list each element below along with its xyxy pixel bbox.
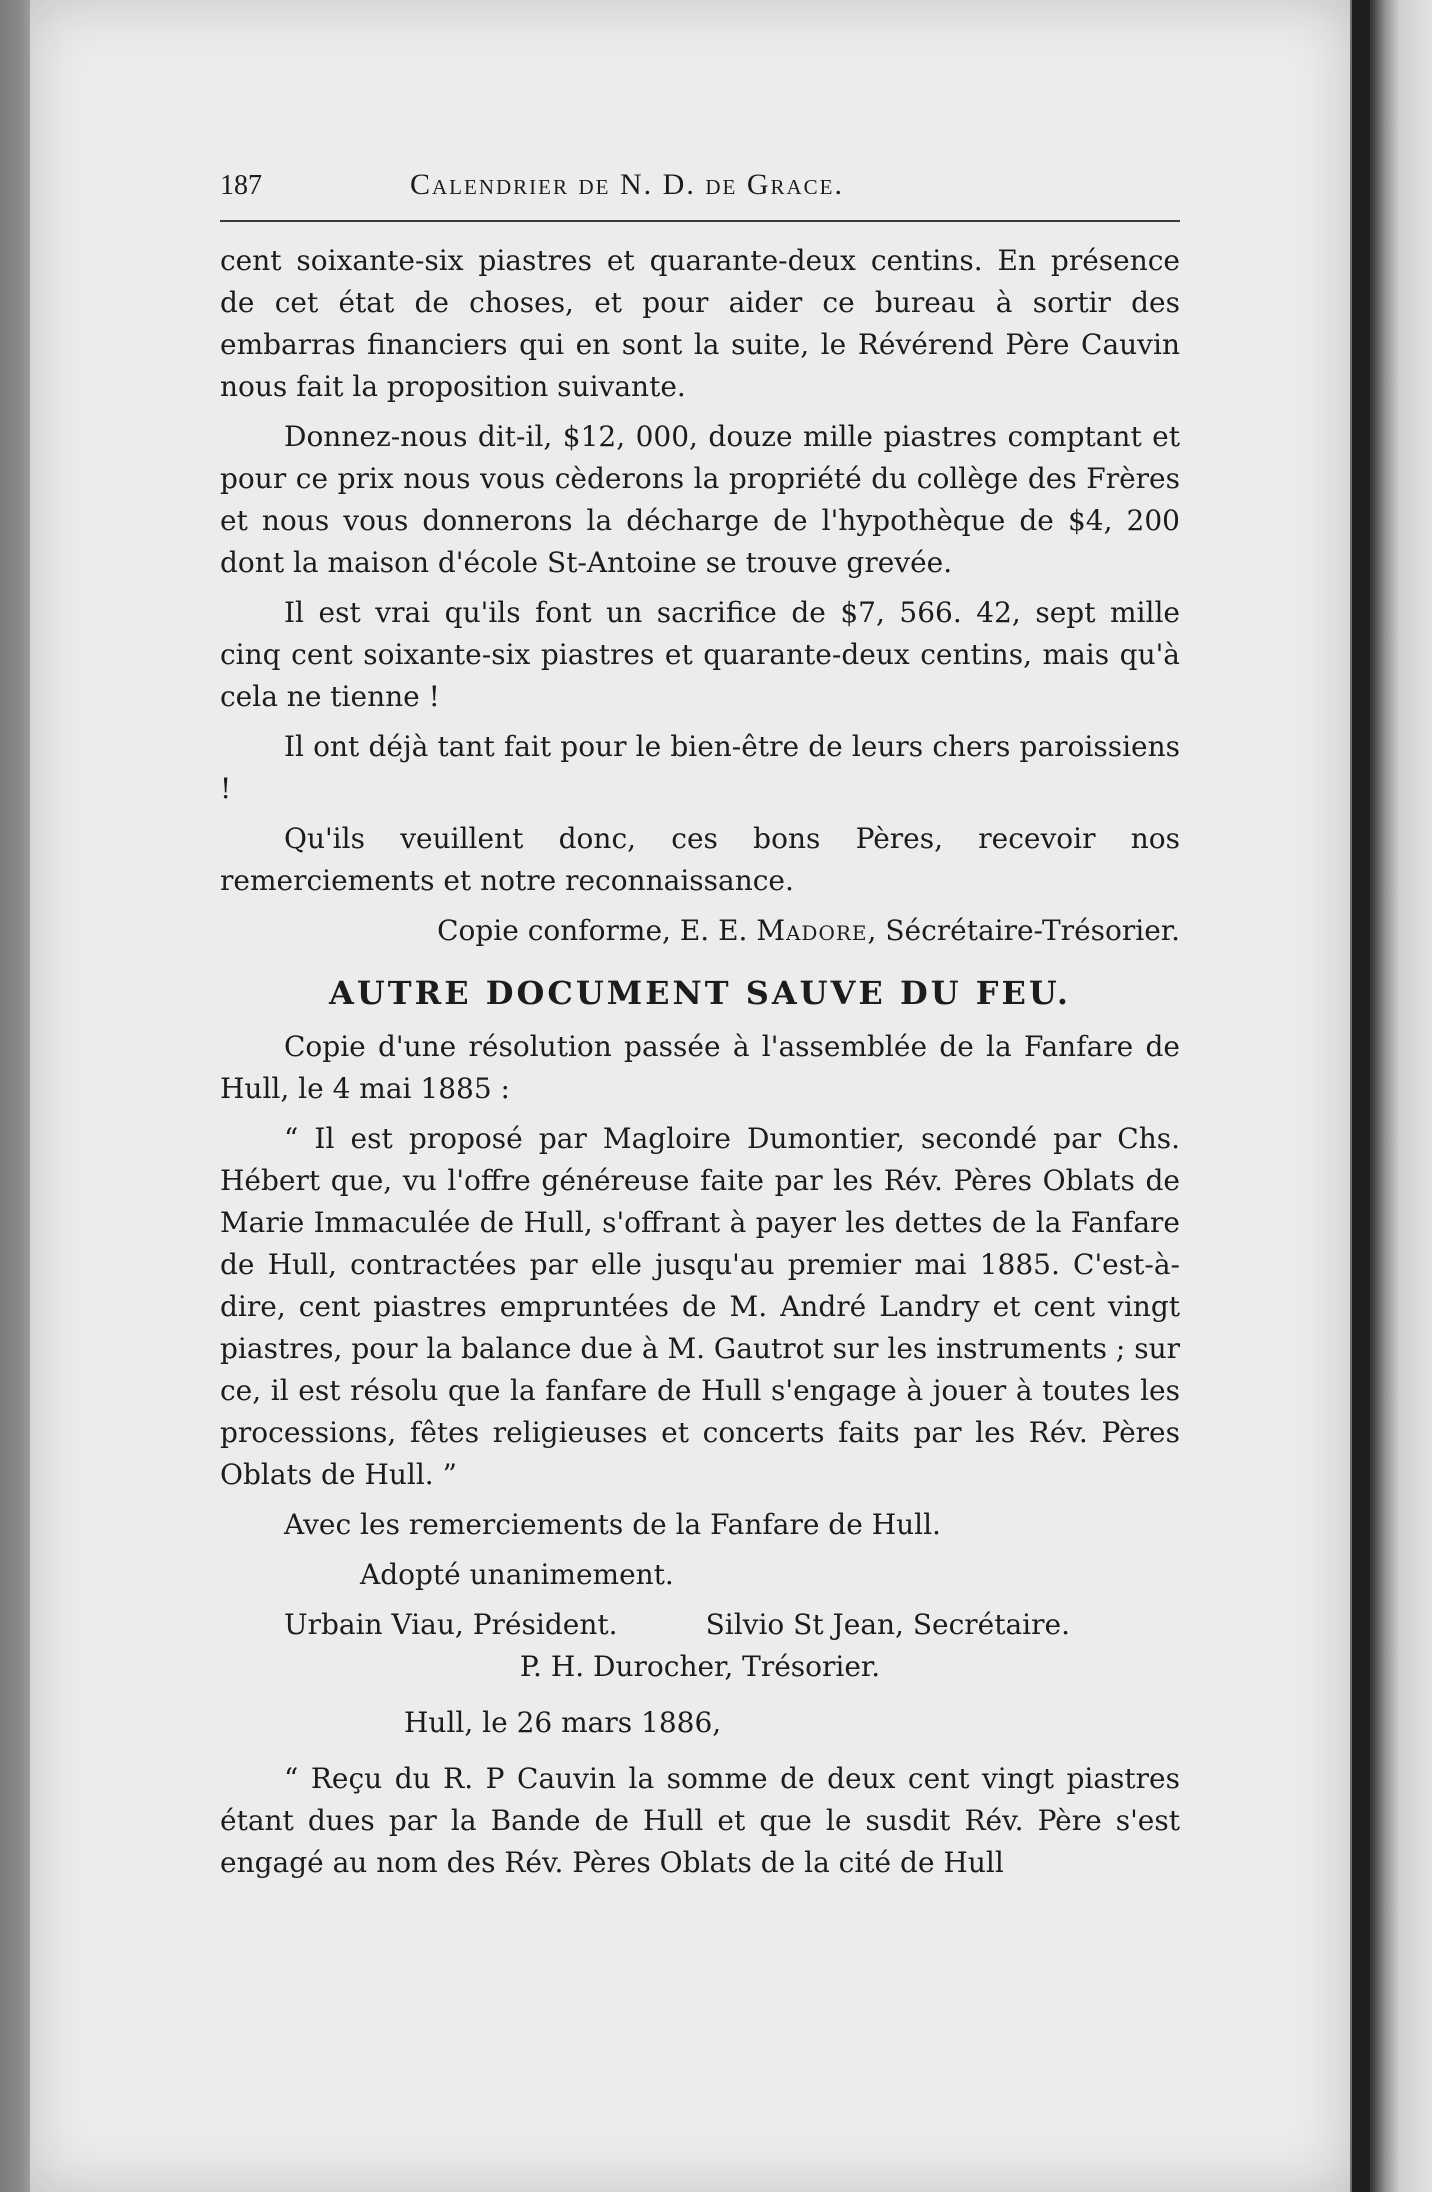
signature-president: Urbain Viau, Président.: [284, 1608, 618, 1641]
page-content: [220, 168, 1180, 1884]
body-text: [220, 240, 1180, 1884]
paragraph: Il est vrai qu'ils font un sacrifice de $7, 566. 42, sept mille cinq cent soixante-six piastres et quarante-deux centins, mais qu'à cela ne tienne !: [220, 596, 1180, 713]
running-header: [220, 168, 1180, 222]
page-number: 187: [220, 170, 262, 201]
signature-treasurer: P. H. Durocher, Trésorier.: [519, 1650, 881, 1683]
paragraph: Avec les remerciements de la Fanfare de Hull.: [284, 1508, 941, 1541]
paragraph: Donnez-nous dit-il, $12, 000, douze mille piastres comptant et pour ce prix nous vous cèderons la propriété du collège des Frères et nous vous donnerons la décharge de l'hypothèque de $4, 200 dont la maison d'école St-Antoine se trouve grevée.: [220, 420, 1180, 579]
certification-name: Madore: [756, 914, 868, 947]
paragraph: Il ont déjà tant fait pour le bien-être de leurs chers paroissiens !: [220, 730, 1180, 805]
paragraph: Copie d'une résolution passée à l'assemblée de la Fanfare de Hull, le 4 mai 1885 :: [220, 1030, 1180, 1105]
dateline: Hull, le 26 mars 1886,: [404, 1706, 722, 1739]
running-title: Calendrier de N. D. de Grace.: [410, 168, 844, 201]
paragraph: Qu'ils veuillent donc, ces bons Pères, recevoir nos remerciements et notre reconnaissance.: [220, 822, 1180, 897]
book-page: [30, 0, 1350, 2192]
signature-secretary: Silvio St Jean, Secrétaire.: [705, 1608, 1070, 1641]
receipt-text: “ Reçu du R. P Cauvin la somme de deux cent vingt piastres étant dues par la Bande de Hull et que le susdit Rév. Père s'est engagé au nom des Rév. Pères Oblats de la cité de Hull: [220, 1762, 1180, 1879]
certification-prefix: Copie conforme, E. E.: [437, 914, 748, 947]
signature-row: [220, 1604, 1180, 1646]
adopted-line: Adopté unanimement.: [360, 1558, 674, 1591]
resolution-quote: “ Il est proposé par Magloire Dumontier, secondé par Chs. Hébert que, vu l'offre généreuse faite par les Rév. Pères Oblats de Marie Immaculée de Hull, s'offrant à payer les dettes de la Fanfare de Hull, contractées par elle jusqu'au premier mai 1885. C'est-à-dire, cent piastres empruntées de M. André Landry et cent vingt piastres, pour la balance due à M. Gautrot sur les instruments ; sur ce, il est résolu que la fanfare de Hull s'engage à jouer à toutes les processions, fêtes religieuses et concerts faits par les Rév. Pères Oblats de Hull. ”: [220, 1122, 1180, 1491]
certification-line: [220, 910, 1180, 952]
section-title: AUTRE DOCUMENT SAUVE DU FEU.: [329, 974, 1071, 1012]
book-binding-edge: [1352, 0, 1370, 2192]
paragraph: cent soixante-six piastres et quarante-deux centins. En présence de cet état de choses, et pour aider ce bureau à sortir des embarras financiers qui en sont la suite, le Révérend Père Cauvin nous fait la proposition suivante.: [220, 244, 1180, 403]
certification-suffix: , Sécrétaire-Trésorier.: [867, 914, 1180, 947]
